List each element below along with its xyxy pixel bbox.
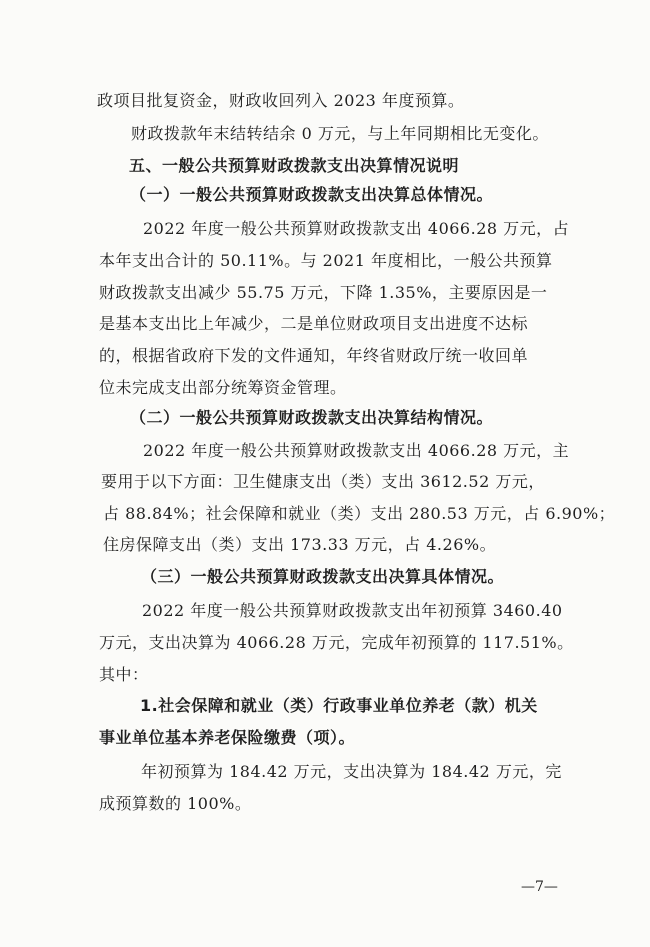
paragraph-line: 2022 年度一般公共预算财政拨款支出 4066.28 万元，主 xyxy=(143,441,570,460)
subsection-heading: （一）一般公共预算财政拨款支出决算总体情况。 xyxy=(130,185,494,204)
paragraph-line: 年初预算为 184.42 万元，支出决算为 184.42 万元，完 xyxy=(141,762,562,781)
paragraph-line: 是基本支出比上年减少，二是单位财政项目支出进度不达标 xyxy=(99,314,529,333)
item-heading: 事业单位基本养老保险缴费（项）。 xyxy=(99,728,356,747)
paragraph-line: 占 88.84%；社会保障和就业（类）支出 280.53 万元，占 6.90%； xyxy=(103,504,616,523)
paragraph-line: 政项目批复资金，财政收回列入 2023 年度预算。 xyxy=(97,91,465,110)
paragraph-line: 位未完成支出部分统筹资金管理。 xyxy=(99,378,347,397)
paragraph-line: 万元，支出决算为 4066.28 万元，完成年初预算的 117.51%。 xyxy=(99,633,574,652)
paragraph-line: 2022 年度一般公共预算财政拨款支出年初预算 3460.40 xyxy=(142,601,563,620)
page-number: —7— xyxy=(521,879,558,895)
paragraph-line: 的，根据省政府下发的文件通知，年终省财政厅统一收回单 xyxy=(99,346,529,365)
paragraph-line: 成预算数的 100%。 xyxy=(99,794,252,813)
section-heading: 五、一般公共预算财政拨款支出决算情况说明 xyxy=(129,156,460,175)
item-heading: 1.社会保障和就业（类）行政事业单位养老（款）机关 xyxy=(140,696,538,715)
paragraph-line: 财政拨款年末结转结余 0 万元，与上年同期相比无变化。 xyxy=(131,124,549,143)
paragraph-line: 要用于以下方面：卫生健康支出（类）支出 3612.52 万元， xyxy=(101,472,545,491)
paragraph-line: 财政拨款支出减少 55.75 万元，下降 1.35%，主要原因是一 xyxy=(99,283,548,302)
subsection-heading: （三）一般公共预算财政拨款支出决算具体情况。 xyxy=(141,567,505,586)
paragraph-line: 住房保障支出（类）支出 173.33 万元，占 4.26%。 xyxy=(103,535,497,554)
paragraph-line: 2022 年度一般公共预算财政拨款支出 4066.28 万元，占 xyxy=(143,219,570,238)
subsection-heading: （二）一般公共预算财政拨款支出决算结构情况。 xyxy=(130,408,494,427)
paragraph-line: 其中： xyxy=(99,665,149,684)
paragraph-line: 本年支出合计的 50.11%。与 2021 年度相比，一般公共预算 xyxy=(99,251,553,270)
